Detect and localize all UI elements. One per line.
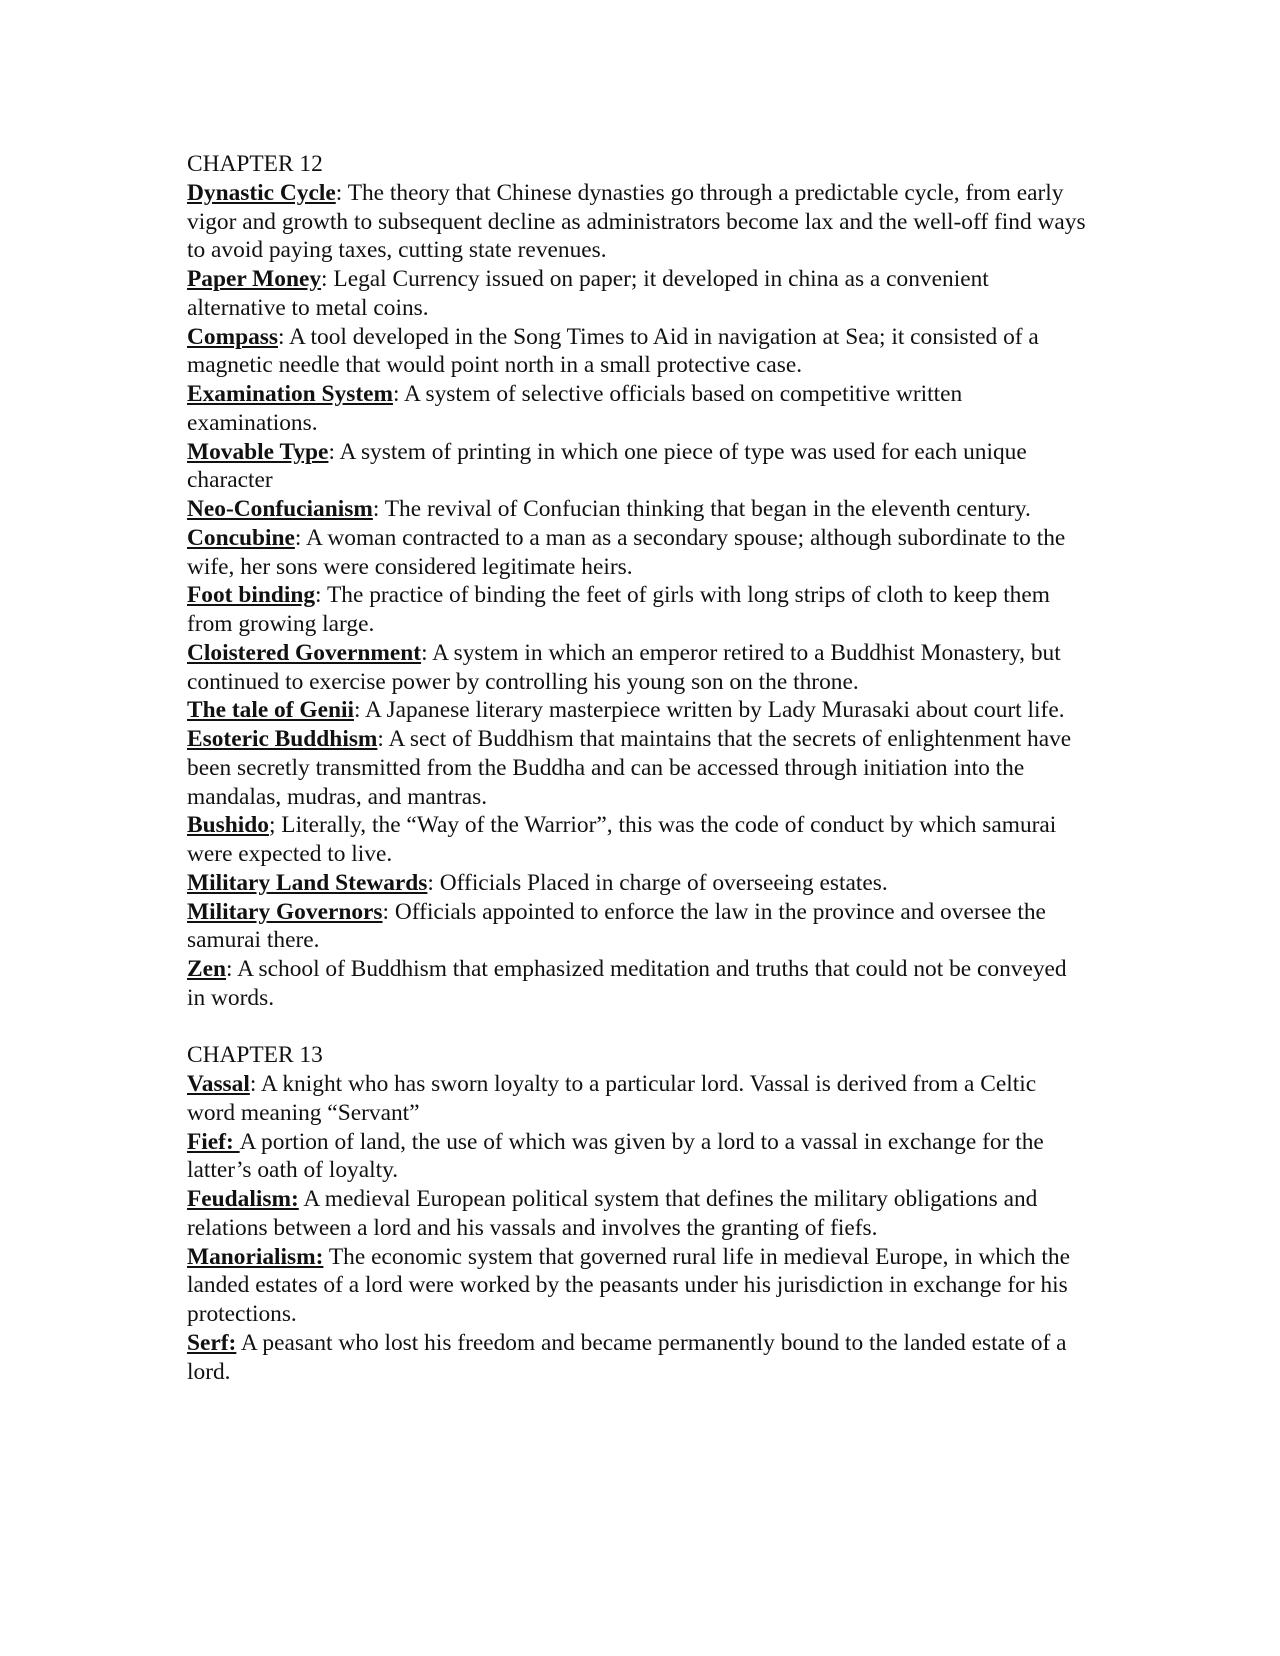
glossary-definition: A tool developed in the Song Times to Aid in navigation at Sea; it consisted of a magnetic needle that would point north in a small protective case.	[187, 323, 1039, 379]
glossary-entry-vassal	[187, 1070, 1087, 1128]
glossary-entry-military-governors	[187, 898, 1087, 956]
glossary-term: Bushido	[187, 812, 269, 839]
term-separator: :	[353, 697, 366, 724]
glossary-entry-foot-binding	[187, 581, 1087, 639]
glossary-term: Esoteric Buddhism	[187, 726, 378, 752]
chapter-12-section	[187, 150, 1087, 1013]
glossary-term: Cloistered Government	[187, 639, 422, 666]
glossary-definition: A medieval European political system that defines the military obligations and relations between a lord and his vassals and involves the granting of fiefs.	[187, 1186, 1038, 1241]
glossary-term: Movable Type	[187, 438, 329, 465]
glossary-entry-dynastic-cycle	[187, 179, 1087, 265]
glossary-entry-zen	[187, 955, 1087, 1013]
glossary-entry-serf	[187, 1329, 1087, 1387]
glossary-entry-esoteric-buddhism	[187, 725, 1087, 811]
glossary-term: Military Land Stewards	[187, 869, 428, 896]
term-separator: :	[328, 438, 340, 465]
glossary-term: The tale of Genii	[187, 697, 354, 724]
term-separator: :	[277, 323, 290, 350]
glossary-entry-examination-system	[187, 380, 1087, 438]
chapter-13-section	[187, 1041, 1087, 1386]
glossary-term: Foot binding	[187, 582, 316, 609]
term-separator: :	[372, 496, 385, 522]
glossary-entry-compass	[187, 323, 1087, 381]
term-separator: :	[392, 381, 405, 407]
glossary-definition: A Japanese literary masterpiece written by Lady Murasaki about court life.	[365, 697, 1065, 724]
glossary-term: Dynastic Cycle	[187, 179, 336, 206]
chapter-heading: CHAPTER 13	[187, 1042, 323, 1069]
term-separator: :	[321, 266, 334, 292]
glossary-definition: A system in which an emperor retired to a Buddhist Monastery, but continued to exercise power by controlling his young son on the throne.	[187, 639, 1061, 695]
glossary-term: Manorialism:	[187, 1243, 324, 1270]
glossary-entry-paper-money	[187, 265, 1087, 323]
glossary-entry-tale-of-genii	[187, 696, 1087, 725]
section-spacer	[187, 1013, 1087, 1042]
glossary-term: Feudalism:	[187, 1186, 299, 1212]
term-separator: :	[335, 179, 348, 206]
glossary-term: Neo-Confucianism	[187, 496, 373, 522]
glossary-entry-military-land-stewards	[187, 869, 1087, 898]
glossary-definition: Officials appointed to enforce the law in the province and oversee the samurai there.	[187, 898, 1046, 954]
term-separator: :	[226, 956, 238, 982]
term-separator: :	[294, 524, 306, 551]
glossary-definition: The theory that Chinese dynasties go through a predictable cycle, from early vigor and growth to subsequent decline as administrators become lax and the well-off find ways to avoid paying taxes, cutting state revenues.	[187, 179, 1086, 264]
glossary-definition: A system of selective officials based on competitive written examinations.	[187, 381, 963, 436]
glossary-entry-feudalism	[187, 1185, 1087, 1243]
glossary-definition: A school of Buddhism that emphasized meditation and truths that could not be conveyed in words.	[187, 956, 1067, 1011]
glossary-term: Zen	[187, 956, 226, 982]
glossary-entry-cloistered-government	[187, 639, 1087, 697]
glossary-definition: A system of printing in which one piece of type was used for each unique character	[187, 438, 1027, 494]
glossary-term: Concubine	[187, 524, 295, 551]
glossary-term: Serf:	[187, 1329, 237, 1356]
glossary-definition: The practice of binding the feet of girls with long strips of cloth to keep them from growing large.	[187, 582, 1050, 637]
term-separator: :	[421, 639, 433, 666]
document-page	[187, 150, 1087, 1386]
glossary-entry-manorialism	[187, 1243, 1087, 1329]
glossary-term: Paper Money	[187, 266, 322, 292]
glossary-term: Fief:	[187, 1128, 240, 1155]
glossary-definition: A knight who has sworn loyalty to a particular lord. Vassal is derived from a Celtic word meaning “Servant”	[187, 1071, 1037, 1126]
glossary-entry-fief	[187, 1128, 1087, 1186]
glossary-entry-movable-type	[187, 438, 1087, 496]
glossary-definition: A sect of Buddhism that maintains that the secrets of enlightenment have been secretly transmitted from the Buddha and can be accessed through initiation into the mandalas, mudras, and mantras.	[187, 726, 1072, 810]
glossary-entry-neo-confucianism	[187, 495, 1087, 524]
term-separator: ;	[268, 812, 282, 839]
glossary-definition: Officials Placed in charge of overseeing estates.	[439, 869, 888, 896]
term-separator: :	[249, 1071, 261, 1097]
term-separator: :	[382, 898, 395, 925]
glossary-definition: Literally, the “Way of the Warrior”, this was the code of conduct by which samurai were expected to live.	[187, 812, 1057, 867]
glossary-entry-concubine	[187, 524, 1087, 582]
glossary-definition: A peasant who lost his freedom and became permanently bound to the landed estate of a lord.	[187, 1329, 1067, 1385]
term-separator: :	[427, 869, 440, 896]
glossary-definition: A woman contracted to a man as a secondary spouse; although subordinate to the wife, her sons were considered legitimate heirs.	[187, 524, 1066, 580]
glossary-term: Military Governors	[187, 898, 383, 925]
glossary-term: Examination System	[187, 381, 393, 407]
glossary-definition: A portion of land, the use of which was given by a lord to a vassal in exchange for the latter’s oath of loyalty.	[187, 1128, 1044, 1184]
glossary-definition: The revival of Confucian thinking that began in the eleventh century.	[384, 496, 1031, 522]
term-separator: :	[377, 726, 389, 752]
term-separator: :	[315, 582, 327, 609]
glossary-term: Compass	[187, 323, 278, 350]
glossary-entry-bushido	[187, 811, 1087, 869]
chapter-heading: CHAPTER 12	[187, 151, 323, 177]
glossary-term: Vassal	[187, 1071, 250, 1097]
glossary-definition: The economic system that governed rural life in medieval Europe, in which the landed estates of a lord were worked by the peasants under his jurisdiction in exchange for his protections.	[187, 1243, 1070, 1327]
glossary-definition: Legal Currency issued on paper; it developed in china as a convenient alternative to metal coins.	[187, 266, 989, 321]
